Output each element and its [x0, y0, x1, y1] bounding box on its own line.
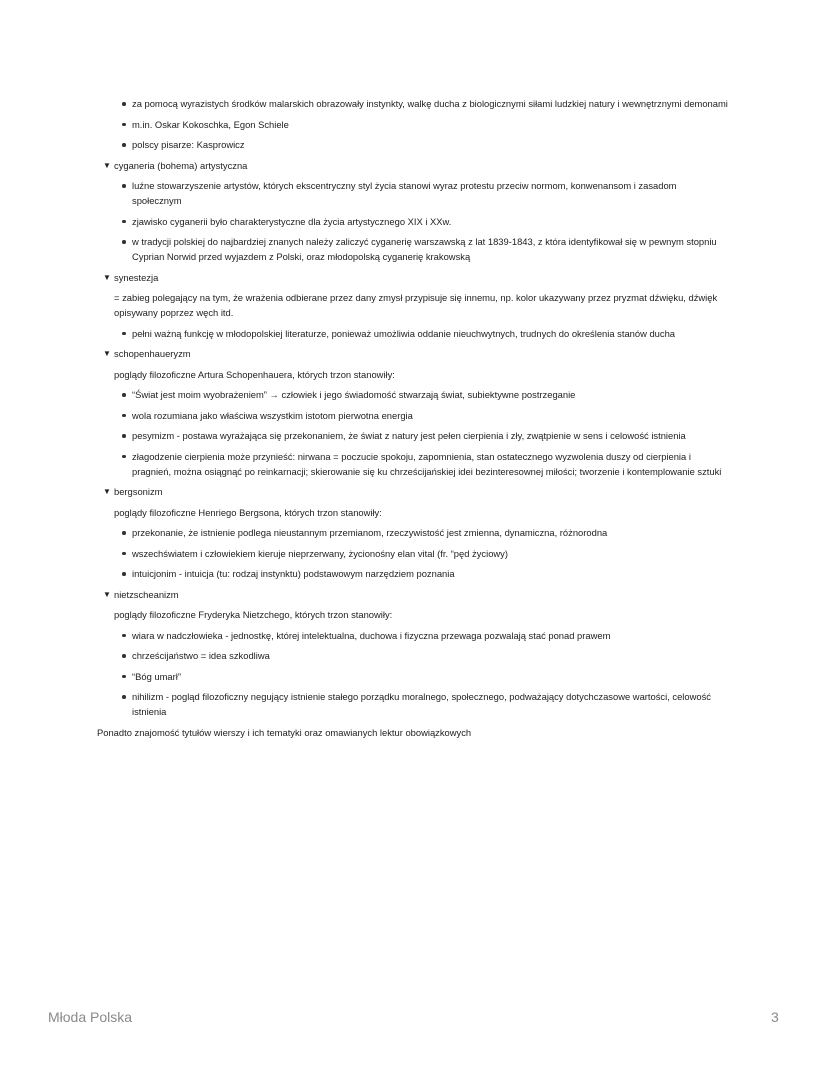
- document-body: [97, 96, 737, 745]
- toggle-nietzscheanizm[interactable]: [97, 587, 737, 602]
- toggle-bergsonizm[interactable]: [97, 484, 737, 499]
- toggle-title: cyganeria (bohema) artystyczna: [114, 159, 248, 171]
- list-item: przekonanie, że istnienie podlega nieustannym przemianom, rzeczywistość jest zmienna, dynamiczna, różnorodna: [97, 525, 728, 540]
- section-intro: poglądy filozoficzne Fryderyka Nietzchego, których trzon stanowiły:: [114, 609, 393, 620]
- toggle-triangle-icon[interactable]: ▼: [103, 589, 111, 599]
- list-item: nihilizm - pogląd filozoficzny negujący istnienie stałego porządku moralnego, społecznego, podważający dotychczasowe wartości, celowość istnienia: [97, 689, 728, 719]
- list-item: wiara w nadczłowieka - jednostkę, której intelektualna, duchowa i fizyczna przewaga pozwalają stać ponad prawem: [97, 628, 728, 643]
- list-item: zjawisko cyganerii było charakterystyczne dla życia artystycznego XIX i XXw.: [97, 214, 728, 229]
- list-item: złagodzenie cierpienia może przynieść: nirwana = poczucie spokoju, zapomnienia, stan ostatecznego wyzwolenia duszy od cierpienia i pragnień, można osiągnąć po reinkarnacji; skierowanie się ku chrześcijańskiej idei bezinteresownej miłości; tworzenie i kontemplowanie sztuki: [97, 449, 728, 479]
- list-item: m.in. Oskar Kokoschka, Egon Schiele: [97, 117, 728, 132]
- toggle-triangle-icon[interactable]: ▼: [103, 487, 111, 496]
- list-item: pełni ważną funkcję w młodopolskiej literaturze, ponieważ umożliwia oddanie nieuchwytnych, trudnych do określenia stanów ducha: [97, 326, 728, 341]
- list-item: “Bóg umarł”: [97, 669, 728, 684]
- toggle-title: nietzscheanizm: [114, 588, 179, 600]
- toggle-triangle-icon[interactable]: ▼: [103, 272, 111, 282]
- toggle-title: bergsonizm: [114, 486, 163, 497]
- toggle-title: schopenhaueryzm: [114, 348, 191, 359]
- toggle-triangle-icon[interactable]: ▼: [103, 349, 111, 358]
- footer-document-title: Młoda Polska: [48, 1009, 133, 1025]
- toggle-title: synestezja: [114, 271, 159, 283]
- list-item: polscy pisarze: Kasprowicz: [97, 137, 728, 152]
- list-item: za pomocą wyrazistych środków malarskich obrazowały instynkty, walkę ducha z biologicznymi siłami ludzkiej natury i wewnętrznymi demonami: [97, 96, 728, 111]
- toggle-triangle-icon[interactable]: ▼: [103, 160, 111, 170]
- section-intro: poglądy filozoficzne Henriego Bergsona, których trzon stanowiły:: [114, 506, 382, 518]
- list-item: luźne stowarzyszenie artystów, których ekscentryczny styl życia stanowi wyraz protestu przeciw normom, konwenansom i zasadom społecznym: [97, 178, 728, 208]
- list-item: intuicjonim - intuicja (tu: rodzaj instynktu) podstawowym narzędziem poznania: [97, 566, 728, 581]
- toggle-cyganeria[interactable]: [97, 158, 737, 173]
- section-intro: poglądy filozoficzne Artura Schopenhauera, których trzon stanowiły:: [114, 368, 395, 380]
- list-item: w tradycji polskiej do najbardziej znanych należy zaliczyć cyganerię warszawską z lat 1839-1843, z która identyfikował się w pewnym stopniu Cyprian Norwid przed wyjazdem z Polski, oraz młodopolską cyganerię krakowską: [97, 234, 728, 264]
- page-number: 3: [771, 1009, 779, 1025]
- list-item: “Świat jest moim wyobrażeniem” → człowiek i jego świadomość stwarzają świat, subiektywne postrzeganie: [97, 387, 728, 402]
- toggle-schopenhaueryzm[interactable]: [97, 346, 737, 361]
- section-intro: = zabieg polegający na tym, że wrażenia odbierane przez dany zmysł przypisuje się innemu, np. kolor ukazywany przez pryzmat dźwięku, dźwięk opisywany poprzez węch itd.: [114, 292, 718, 318]
- list-item: wola rozumiana jako właściwa wszystkim istotom pierwotna energia: [97, 408, 728, 423]
- toggle-synestezja[interactable]: [97, 270, 737, 285]
- list-item: chrześcijaństwo = idea szkodliwa: [97, 648, 728, 663]
- list-item: wszechświatem i człowiekiem kieruje nieprzerwany, życionośny elan vital (fr. “pęd życiowy): [97, 546, 728, 561]
- list-item: pesymizm - postawa wyrażająca się przekonaniem, że świat z natury jest pełen cierpienia i zły, zwątpienie w sens i celowość istnienia: [97, 428, 728, 443]
- closing-paragraph: Ponadto znajomość tytułów wierszy i ich tematyki oraz omawianych lektur obowiązkowych: [97, 726, 472, 738]
